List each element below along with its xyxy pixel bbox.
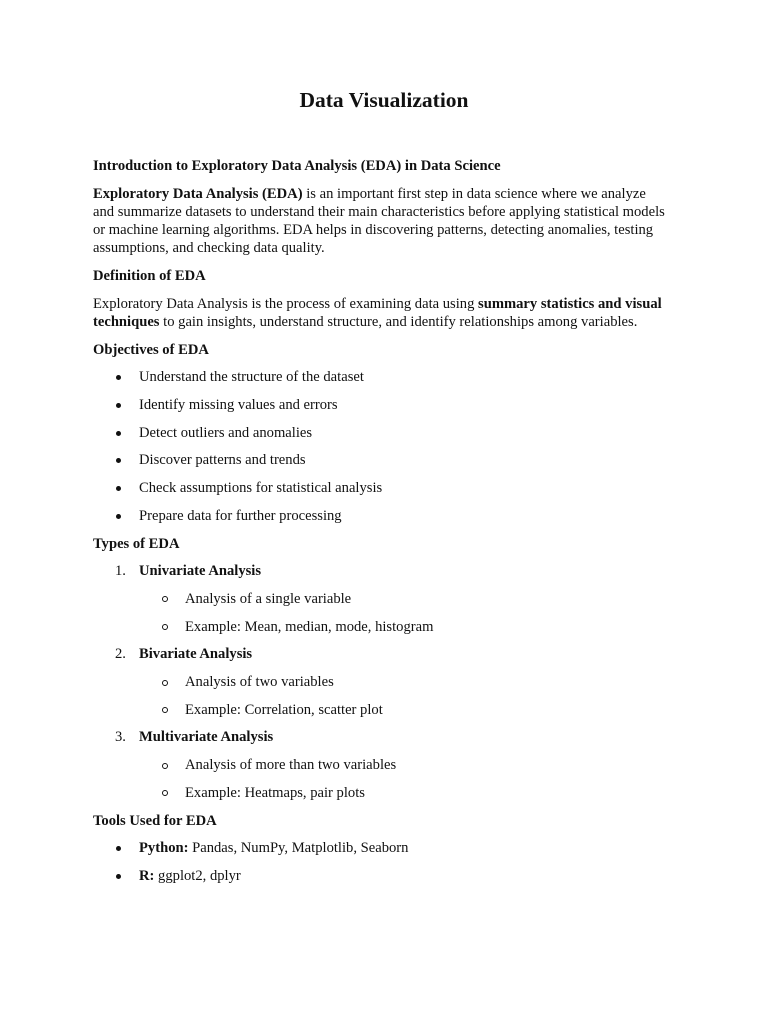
circle-bullet-icon [162,624,168,630]
type-item-univariate [93,562,668,636]
list-item-text: Identify missing values and errors [139,397,338,414]
sub-item [93,590,668,608]
type-label: Univariate Analysis [139,563,262,580]
circle-bullet-icon [162,680,168,686]
bullet-icon [116,486,121,491]
bullet-icon [116,431,121,436]
list-item-text: Check assumptions for statistical analysis [139,480,383,497]
bullet-icon [116,514,121,519]
bullet-icon [116,846,121,851]
list-item [93,396,668,414]
sub-item-text: Example: Correlation, scatter plot [185,701,383,718]
type-sublist [93,673,668,719]
types-list [93,562,668,802]
page-title: Data Visualization [299,88,469,112]
intro-paragraph [93,185,668,258]
list-item [93,479,668,497]
tools-list [93,839,668,885]
circle-bullet-icon [162,763,168,769]
list-item [93,507,668,525]
tools-heading: Tools Used for EDA [93,812,217,829]
type-title-row [93,645,668,663]
bullet-icon [116,375,121,380]
sub-item-text: Analysis of more than two variables [185,757,397,774]
list-item [93,839,668,857]
sub-item-text: Analysis of two variables [185,674,334,691]
objectives-list [93,368,668,525]
list-item-text: Understand the structure of the dataset [139,369,364,386]
sub-item [93,756,668,774]
circle-bullet-icon [162,790,168,796]
sub-item [93,784,668,802]
list-item-text: Prepare data for further processing [139,507,342,524]
list-item [93,867,668,885]
sub-item [93,618,668,636]
type-item-bivariate [93,645,668,719]
definition-heading: Definition of EDA [93,268,206,285]
type-number: 2. [115,646,126,663]
tool-libraries: Pandas, NumPy, Matplotlib, Seaborn [188,840,409,857]
sub-item-text: Analysis of a single variable [185,590,352,607]
sub-item-text: Example: Mean, median, mode, histogram [185,618,434,635]
circle-bullet-icon [162,707,168,713]
definition-bold-phrase: summary statistics and visual techniques [93,295,662,330]
types-heading: Types of EDA [93,535,180,552]
type-number: 3. [115,729,126,746]
tool-libraries: ggplot2, dplyr [154,867,241,884]
type-sublist [93,590,668,636]
bullet-icon [116,458,121,463]
type-label: Bivariate Analysis [139,646,253,663]
list-item [93,424,668,442]
definition-text-start: Exploratory Data Analysis is the process of examining data using [93,295,479,312]
tool-name: Python: [139,840,189,857]
bullet-icon [116,403,121,408]
intro-text: is an important first step in data science where we analyze and summarize datasets to understand their main characteristics before applying statistical models or machine learning algorithms. EDA helps in discovering patterns, detecting anomalies, testing assumptions, and checking data quality. [93,185,665,257]
list-item [93,451,668,469]
list-item-text: Detect outliers and anomalies [139,424,313,441]
type-item-multivariate [93,728,668,802]
sub-item [93,701,668,719]
type-sublist [93,756,668,802]
document-body [93,157,668,895]
definition-paragraph [93,295,668,331]
list-item-text: Discover patterns and trends [139,452,306,469]
sub-item-text: Example: Heatmaps, pair plots [185,784,365,801]
definition-text-end: to gain insights, understand structure, and identify relationships among variables. [159,313,638,330]
intro-bold-term: Exploratory Data Analysis (EDA) [93,185,303,202]
type-title-row [93,562,668,580]
type-label: Multivariate Analysis [139,729,274,746]
bullet-icon [116,874,121,879]
objectives-heading: Objectives of EDA [93,341,209,358]
sub-item [93,673,668,691]
intro-heading: Introduction to Exploratory Data Analysis (EDA) in Data Science [93,158,501,174]
tool-name: R: [139,867,155,884]
list-item [93,368,668,386]
type-number: 1. [115,563,126,580]
circle-bullet-icon [162,596,168,602]
type-title-row [93,728,668,746]
